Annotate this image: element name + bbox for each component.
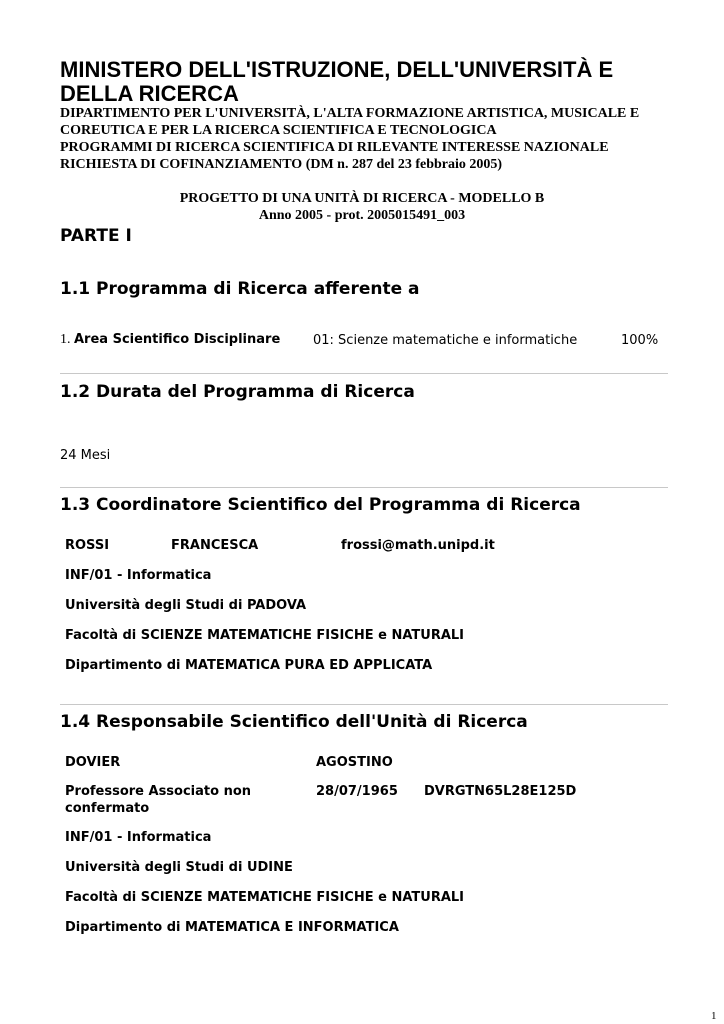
responsible-name: AGOSTINO (316, 755, 393, 770)
program-line2: RICHIESTA DI COFINANZIAMENTO (DM n. 287 del 23 febbraio 2005) (60, 157, 503, 172)
duration-value: 24 Mesi (60, 448, 111, 463)
divider (60, 373, 668, 374)
responsible-surname: DOVIER (65, 755, 121, 770)
project-year: Anno 2005 - prot. 2005015491_003 (258, 208, 466, 223)
section-1-3-heading: 1.3 Coordinatore Scientifico del Programma di Ricerca (60, 495, 581, 515)
parte-heading: PARTE I (60, 226, 132, 246)
section-1-2-heading: 1.2 Durata del Programma di Ricerca (60, 382, 415, 402)
responsible-university: Università degli Studi di UDINE (65, 860, 293, 875)
area-percent: 100% (621, 333, 659, 348)
section-1-4-heading: 1.4 Responsabile Scientifico dell'Unità di Ricerca (60, 712, 528, 732)
coordinator-email: frossi@math.unipd.it (341, 538, 495, 553)
ministry-title-line2: DELLA RICERCA (60, 81, 239, 106)
coordinator-department: Dipartimento di MATEMATICA PURA ED APPLICATA (65, 658, 433, 673)
ministry-title-line1: MINISTERO DELL'ISTRUZIONE, DELL'UNIVERSITÀ E (60, 57, 614, 82)
responsible-role-line1: Professore Associato non (65, 784, 252, 799)
coordinator-name: FRANCESCA (171, 538, 259, 553)
department-line2: COREUTICA E PER LA RICERCA SCIENTIFICA E TECNOLOGICA (60, 123, 497, 138)
responsible-fiscal-code: DVRGTN65L28E125D (424, 784, 577, 799)
project-title: PROGETTO DI UNA UNITÀ DI RICERCA - MODELLO B (179, 191, 545, 206)
department-line1: DIPARTIMENTO PER L'UNIVERSITÀ, L'ALTA FORMAZIONE ARTISTICA, MUSICALE E (60, 106, 640, 121)
responsible-department: Dipartimento di MATEMATICA E INFORMATICA (65, 920, 399, 935)
coordinator-faculty: Facoltà di SCIENZE MATEMATICHE FISICHE e NATURALI (65, 628, 465, 643)
area-label: Area Scientifico Disciplinare (74, 332, 281, 347)
divider (60, 704, 668, 705)
program-line1: PROGRAMMI DI RICERCA SCIENTIFICA DI RILEVANTE INTERESSE NAZIONALE (60, 140, 609, 155)
coordinator-sector: INF/01 - Informatica (65, 568, 212, 583)
area-number: 1. (60, 332, 71, 347)
responsible-faculty: Facoltà di SCIENZE MATEMATICHE FISICHE e NATURALI (65, 890, 465, 905)
area-value: 01: Scienze matematiche e informatiche (313, 333, 578, 348)
section-1-1-heading: 1.1 Programma di Ricerca afferente a (60, 279, 420, 299)
coordinator-surname: ROSSI (65, 538, 110, 553)
responsible-sector: INF/01 - Informatica (65, 830, 212, 845)
divider (60, 487, 668, 488)
coordinator-university: Università degli Studi di PADOVA (65, 598, 307, 613)
responsible-role-line2: confermato (65, 801, 150, 816)
page-number: 1 (711, 1010, 717, 1022)
responsible-birthdate: 28/07/1965 (316, 784, 398, 799)
